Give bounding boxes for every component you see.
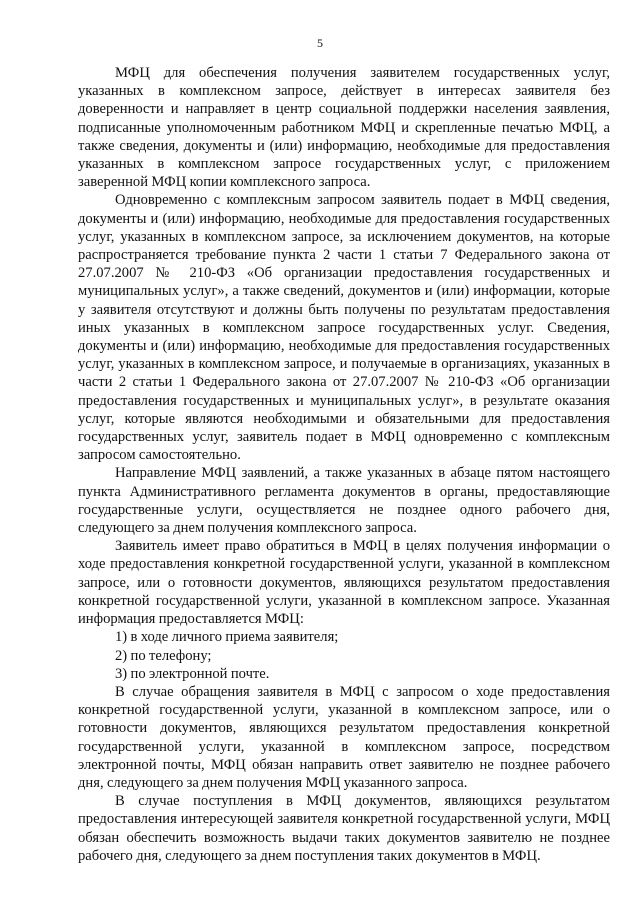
paragraph-right-to-information: Заявитель имеет право обратиться в МФЦ в целях получения информации о ходе предоставления конкретной государственной услуги, указанной в комплексном запросе, или о готовности документов, являющихся результатом предоставления конкретной государственной услуги, указанной в комплексном запросе. Указанная информация предоставляется МФЦ:	[78, 538, 610, 628]
paragraph-email-request: В случае обращения заявителя в МФЦ с запросом о ходе предоставления конкретной государственной услуги, указанной в комплексном запросе, или о готовности документов, являющихся результатом предоставления конкретной государственной услуги, указанной в комплексном запросе, посредством электронной почты, МФЦ обязан направить ответ заявителю не позднее рабочего дня, следующего за днем получения МФЦ указанного запроса.	[78, 683, 610, 791]
paragraph-documents-issuance: В случае поступления в МФЦ документов, являющихся результатом предоставления интересующей заявителя конкретной государственной услуги, МФЦ обязан обеспечить возможность выдачи таких документов заявителю не позднее рабочего дня, следующего за днем поступления таких документов в МФЦ.	[78, 793, 610, 864]
list-item-personal-reception: 1) в ходе личного приема заявителя;	[115, 629, 339, 646]
paragraph-mfc-actions: МФЦ для обеспечения получения заявителем государственных услуг, указанных в комплексном запросе, действует в интересах заявителя без доверенности и направляет в центр социальной поддержки населения заявления, подписанные уполномоченным работником МФЦ и скрепленные печатью МФЦ, а также сведения, документы и (или) информацию, необходимые для предоставления указанных в комплексном запросе государственных услуг, с приложением заверенной МФЦ копии комплексного запроса.	[78, 65, 610, 191]
page-number: 5	[317, 36, 323, 50]
list-item-email: 3) по электронной почте.	[115, 665, 270, 682]
paragraph-simultaneous-submission: Одновременно с комплексным запросом заявитель подает в МФЦ сведения, документы и (или) информацию, необходимые для предоставления государственных услуг, указанных в комплексном запросе, за исключением документов, на которые распространяется требование пункта 2 части 1 статьи 7 Федерального закона от 27.07.2007 № 210-ФЗ «Об организации предоставления государственных и муниципальных услуг», а также сведений, документов и (или) информации, которые у заявителя отсутствуют и должны быть получены по результатам предоставления иных указанных в комплексном запросе государственных услуг. Сведения, документы и (или) информацию, необходимые для предоставления государственных услуг, указанных в комплексном запросе, и получаемые в организациях, указанных в части 2 статьи 1 Федерального закона от 27.07.2007 № 210-ФЗ «Об организации предоставления государственных и муниципальных услуг», в результате оказания услуг, которые являются необходимыми и обязательными для предоставления государственных услуг, заявитель подает в МФЦ одновременно с комплексным запросом самостоятельно.	[78, 192, 610, 464]
list-item-telephone: 2) по телефону;	[115, 647, 212, 664]
paragraph-sending-deadline: Направление МФЦ заявлений, а также указанных в абзаце пятом настоящего пункта Административного регламента документов в органы, предоставляющие государственные услуги, осуществляется не позднее одного рабочего дня, следующего за днем получения комплексного запроса.	[78, 465, 610, 537]
document-body	[78, 64, 610, 865]
